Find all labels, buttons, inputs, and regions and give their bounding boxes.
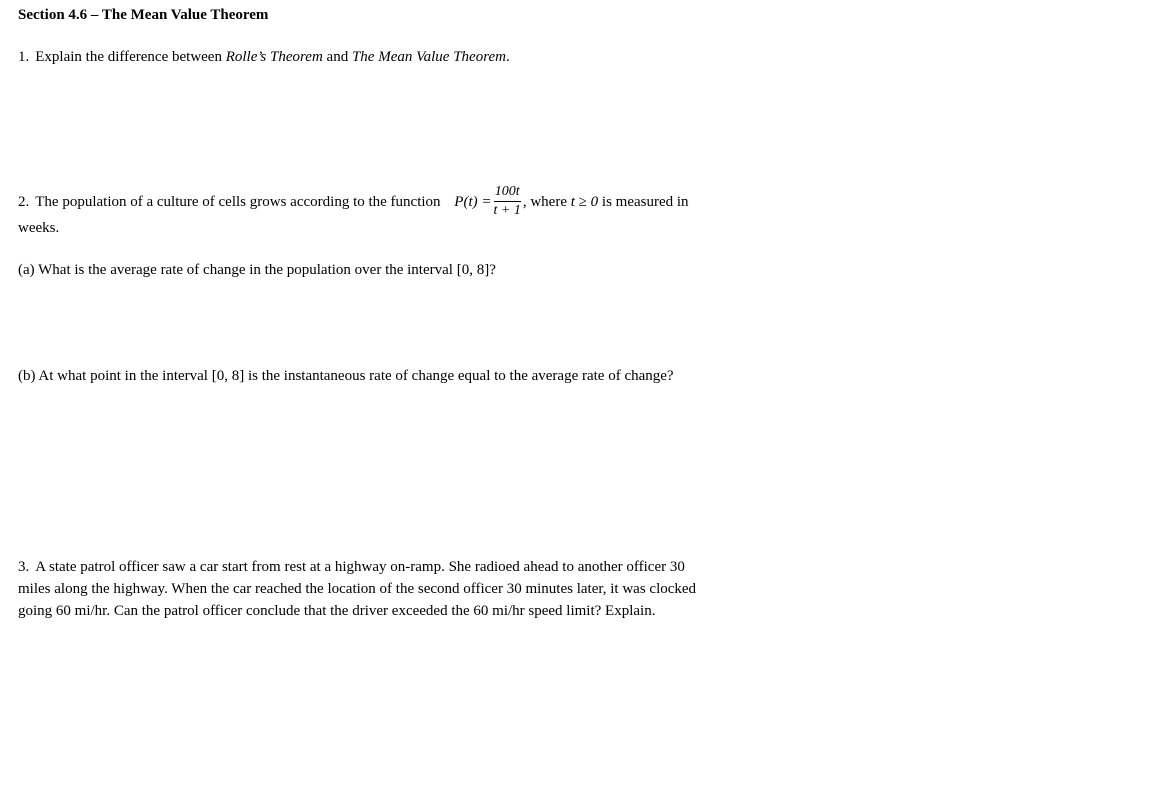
question-2-continuation: weeks. <box>18 220 60 236</box>
question-3-number: 3. <box>18 559 30 575</box>
question-2-part-a: (a) What is the average rate of change in the population over the interval [0, 8]? <box>18 262 496 278</box>
question-2-part-b: (b) At what point in the interval [0, 8] is the instantaneous rate of change equal to the average rate of change? <box>18 368 674 384</box>
question-3-line-3: going 60 mi/hr. Can the patrol officer conclude that the driver exceeded the 60 mi/hr speed limit? Explain. <box>18 603 656 619</box>
question-2-number: 2. <box>18 193 30 210</box>
function-lhs: P(t) = <box>454 193 492 210</box>
question-2-text-start: The population of a culture of cells grows according to the function <box>35 193 441 210</box>
question-3-line-1-text: A state patrol officer saw a car start from rest at a highway on-ramp. She radioed ahead to another officer 30 <box>35 559 685 575</box>
question-1-text-mid: and <box>322 49 352 65</box>
fraction-denominator: t + 1 <box>493 203 521 218</box>
question-1 <box>18 48 510 66</box>
function-fraction <box>494 184 521 219</box>
question-2-text-end: is measured in <box>601 193 689 210</box>
page-title: Section 4.6 – The Mean Value Theorem <box>18 7 269 23</box>
domain-condition: t ≥ 0 <box>570 193 599 210</box>
question-1-number: 1. <box>18 49 30 65</box>
question-3-line-2: miles along the highway. When the car reached the location of the second officer 30 minutes later, it was clocked <box>18 581 697 597</box>
mean-value-theorem-term: The Mean Value Theorem <box>351 49 506 65</box>
question-3 <box>18 556 696 622</box>
question-1-text-start: Explain the difference between <box>35 49 226 65</box>
fraction-numerator: 100t <box>494 184 521 202</box>
question-1-text-end: . <box>505 49 510 65</box>
question-2-text-after-func: , where <box>522 193 567 210</box>
rolles-theorem-term: Rolle’s Theorem <box>225 49 323 65</box>
question-3-line-1 <box>18 556 696 578</box>
question-2 <box>18 185 689 220</box>
